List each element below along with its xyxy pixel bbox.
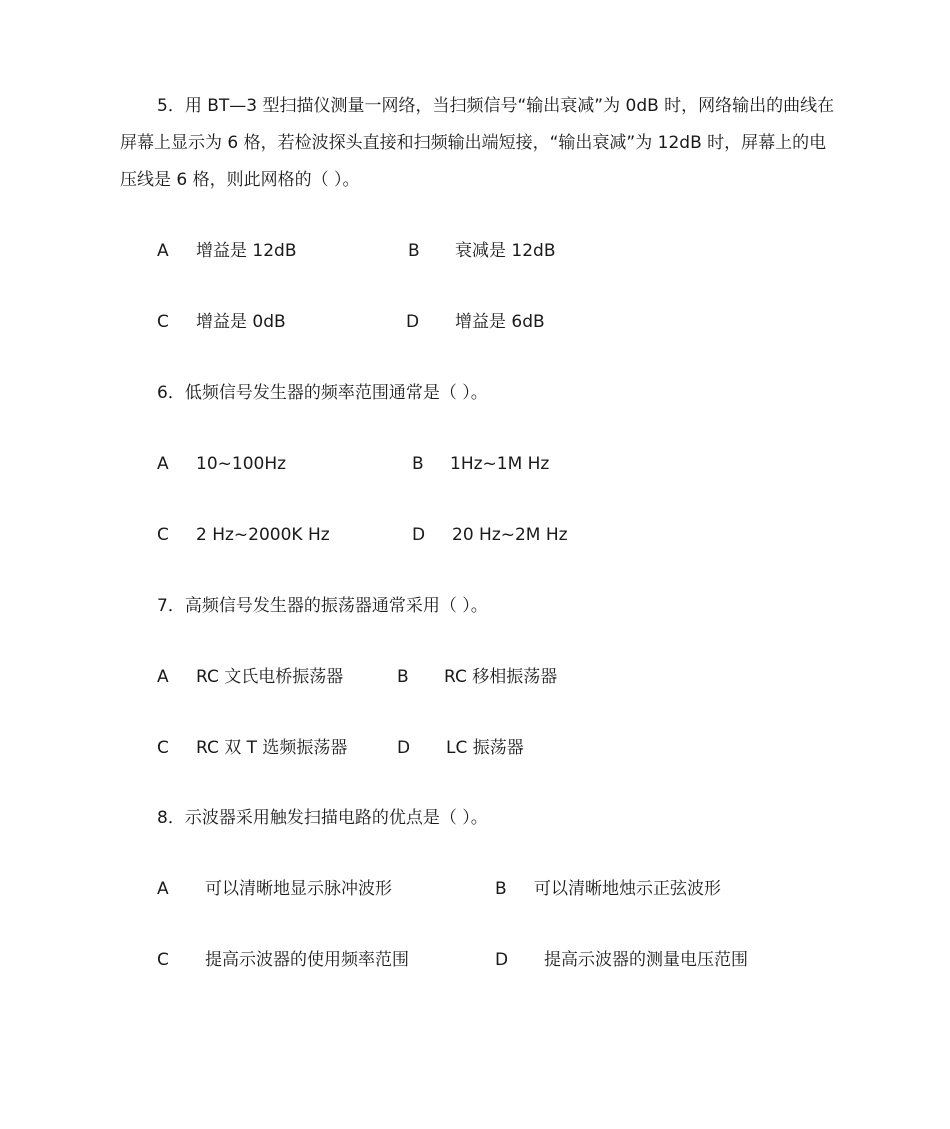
option-letter: D: [412, 525, 426, 545]
question-8-option-d: [495, 949, 748, 971]
option-text: 可以清晰地显示脉冲波形: [205, 879, 392, 899]
question-7-option-a: [157, 666, 344, 688]
option-text: RC 文氏电桥振荡器: [196, 667, 344, 687]
option-letter: A: [157, 454, 169, 474]
question-8-stem: 8．示波器采用触发扫描电路的优点是（ ）。: [157, 808, 488, 828]
option-letter: C: [157, 525, 169, 545]
option-letter: B: [412, 454, 424, 474]
option-letter: B: [495, 879, 507, 899]
option-text: 增益是 6dB: [455, 312, 545, 332]
option-letter: A: [157, 879, 169, 899]
option-text: 衰减是 12dB: [455, 241, 556, 261]
question-6-option-b: [412, 453, 550, 475]
question-5-option-b: [408, 240, 556, 262]
option-text: 提高示波器的使用频率范围: [205, 950, 409, 970]
option-letter: B: [397, 667, 409, 687]
option-letter: D: [397, 738, 411, 758]
option-letter: A: [157, 667, 169, 687]
option-letter: C: [157, 738, 169, 758]
option-text: 增益是 0dB: [196, 312, 286, 332]
question-7-option-b: [397, 666, 558, 688]
option-text: 2 Hz~2000K Hz: [196, 525, 330, 545]
option-text: RC 双 T 选频振荡器: [196, 738, 348, 758]
question-6-option-c: [157, 524, 330, 546]
question-7-option-d: [397, 737, 524, 759]
option-letter: C: [157, 950, 169, 970]
option-text: 20 Hz~2M Hz: [452, 525, 568, 545]
option-letter: B: [408, 241, 420, 261]
question-8-option-b: [495, 878, 721, 900]
question-6-option-d: [412, 524, 568, 546]
question-8-option-a: [157, 878, 392, 900]
option-text: 增益是 12dB: [196, 241, 297, 261]
option-letter: C: [157, 312, 169, 332]
question-5-option-d: [406, 311, 545, 333]
question-7-stem: 7．高频信号发生器的振荡器通常采用（ ）。: [157, 596, 488, 616]
question-8-option-c: [157, 949, 409, 971]
question-6-stem: 6．低频信号发生器的频率范围通常是（ ）。: [157, 383, 488, 403]
option-letter: A: [157, 241, 169, 261]
question-7-option-c: [157, 737, 348, 759]
option-text: 1Hz~1M Hz: [450, 454, 550, 474]
option-text: 提高示波器的测量电压范围: [544, 950, 748, 970]
question-6-option-a: [157, 453, 287, 475]
option-letter: D: [495, 950, 509, 970]
option-text: RC 移相振荡器: [444, 667, 558, 687]
option-letter: D: [406, 312, 420, 332]
question-5-option-a: [157, 240, 297, 262]
option-text: LC 振荡器: [446, 738, 524, 758]
question-5-stem: 5．用 BT—3 型扫描仪测量一网络，当扫频信号“输出衰减”为 0dB 时，网络输出的曲线在屏幕上显示为 6 格，若检波探头直接和扫频输出端短接，“输出衰减”为 12dB 时，屏幕上的电压线是 6 格，则此网格的（ ）。: [120, 96, 835, 190]
question-5-option-c: [157, 311, 286, 333]
option-text: 10~100Hz: [196, 454, 287, 474]
option-text: 可以清晰地烛示正弦波形: [534, 879, 721, 899]
